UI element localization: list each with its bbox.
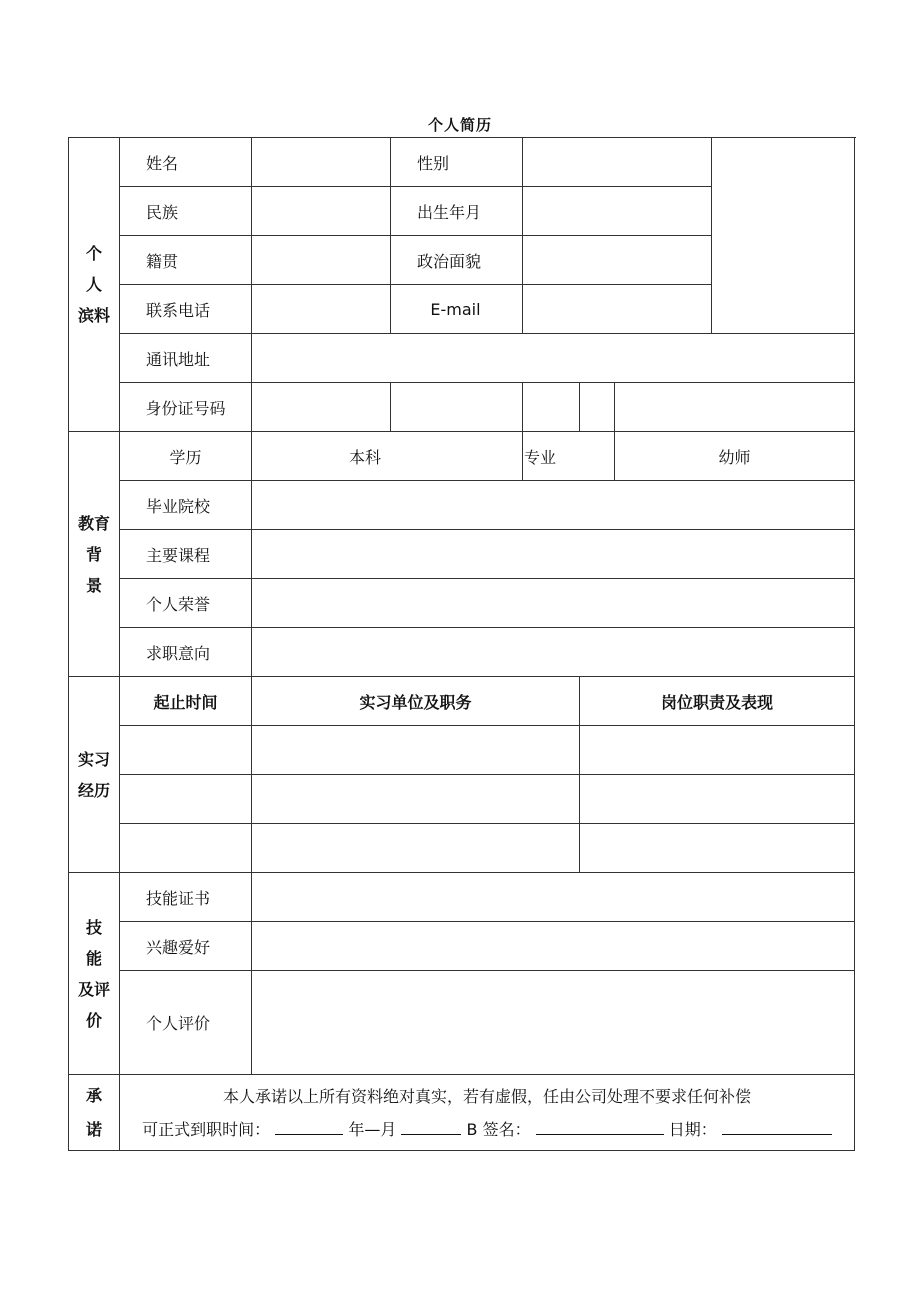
birth-label: 出生年月 — [391, 187, 523, 236]
id-field-5[interactable] — [615, 383, 855, 432]
internship-period-cell[interactable] — [120, 775, 252, 824]
school-field[interactable] — [252, 481, 855, 530]
promise-box — [120, 1075, 855, 1151]
internship-duties-cell[interactable] — [580, 726, 855, 775]
certificates-field[interactable] — [252, 873, 855, 922]
internship-duties-cell[interactable] — [580, 824, 855, 873]
id-field-2[interactable] — [391, 383, 523, 432]
native-place-label: 籍贯 — [120, 236, 252, 285]
self-evaluation-label: 个人评价 — [120, 971, 252, 1075]
address-label: 通讯地址 — [120, 334, 252, 383]
political-status-field[interactable] — [523, 236, 712, 285]
email-label: E-mail — [391, 285, 523, 334]
period-header: 起止时间 — [120, 677, 252, 726]
internship-company-cell[interactable] — [252, 726, 580, 775]
promise-fill-line — [120, 1113, 854, 1146]
gender-field[interactable] — [523, 138, 712, 187]
id-field-1[interactable] — [252, 383, 391, 432]
job-intention-label: 求职意向 — [120, 628, 252, 677]
internship-duties-cell[interactable] — [580, 775, 855, 824]
internship-company-cell[interactable] — [252, 775, 580, 824]
self-evaluation-field[interactable] — [252, 971, 855, 1075]
signature-label: 签名： — [482, 1119, 531, 1139]
birth-field[interactable] — [523, 187, 712, 236]
address-field[interactable] — [252, 334, 855, 383]
start-year-blank[interactable] — [275, 1118, 343, 1135]
major-label: 专业 — [523, 432, 615, 481]
hobbies-label: 兴趣爱好 — [120, 922, 252, 971]
name-label: 姓名 — [120, 138, 252, 187]
signature-blank[interactable] — [536, 1118, 664, 1135]
ethnicity-label: 民族 — [120, 187, 252, 236]
start-day-blank[interactable] — [401, 1118, 461, 1135]
start-date-label: 可正式到职时间： — [142, 1119, 271, 1139]
school-label: 毕业院校 — [120, 481, 252, 530]
internship-period-cell[interactable] — [120, 824, 252, 873]
courses-field[interactable] — [252, 530, 855, 579]
courses-label: 主要课程 — [120, 530, 252, 579]
year-month-text: 年—月 — [348, 1119, 397, 1139]
section-personal: 个 人 滨料 — [69, 138, 120, 432]
date-blank[interactable] — [722, 1118, 832, 1135]
degree-label: 学历 — [120, 432, 252, 481]
internship-period-cell[interactable] — [120, 726, 252, 775]
promise-statement: 本人承诺以上所有资料绝对真实，若有虚假，任由公司处理不要求任何补偿 — [223, 1086, 752, 1106]
email-field[interactable] — [523, 285, 712, 334]
day-text: B — [466, 1119, 478, 1139]
job-intention-field[interactable] — [252, 628, 855, 677]
major-value[interactable]: 幼师 — [615, 432, 855, 481]
name-field[interactable] — [252, 138, 391, 187]
phone-label: 联系电话 — [120, 285, 252, 334]
section-promise: 承 诺 — [69, 1075, 120, 1151]
phone-field[interactable] — [252, 285, 391, 334]
id-field-4[interactable] — [580, 383, 615, 432]
page-title: 个人简历 — [427, 116, 492, 134]
native-place-field[interactable] — [252, 236, 391, 285]
hobbies-field[interactable] — [252, 922, 855, 971]
date-label: 日期： — [668, 1119, 717, 1139]
certificates-label: 技能证书 — [120, 873, 252, 922]
section-skills: 技 能 及评 价 — [69, 873, 120, 1075]
section-education: 教育 背 景 — [69, 432, 120, 677]
ethnicity-field[interactable] — [252, 187, 391, 236]
section-internship: 实习 经历 — [69, 677, 120, 873]
id-field-3[interactable] — [523, 383, 580, 432]
id-number-label: 身份证号码 — [120, 383, 252, 432]
company-position-header: 实习单位及职务 — [252, 677, 580, 726]
degree-value[interactable]: 本科 — [252, 432, 523, 481]
internship-company-cell[interactable] — [252, 824, 580, 873]
honors-label: 个人荣誉 — [120, 579, 252, 628]
duties-header: 岗位职责及表现 — [580, 677, 855, 726]
honors-field[interactable] — [252, 579, 855, 628]
political-status-label: 政治面貌 — [391, 236, 523, 285]
resume-table — [68, 137, 855, 1151]
photo-area[interactable] — [712, 138, 855, 334]
gender-label: 性别 — [391, 138, 523, 187]
